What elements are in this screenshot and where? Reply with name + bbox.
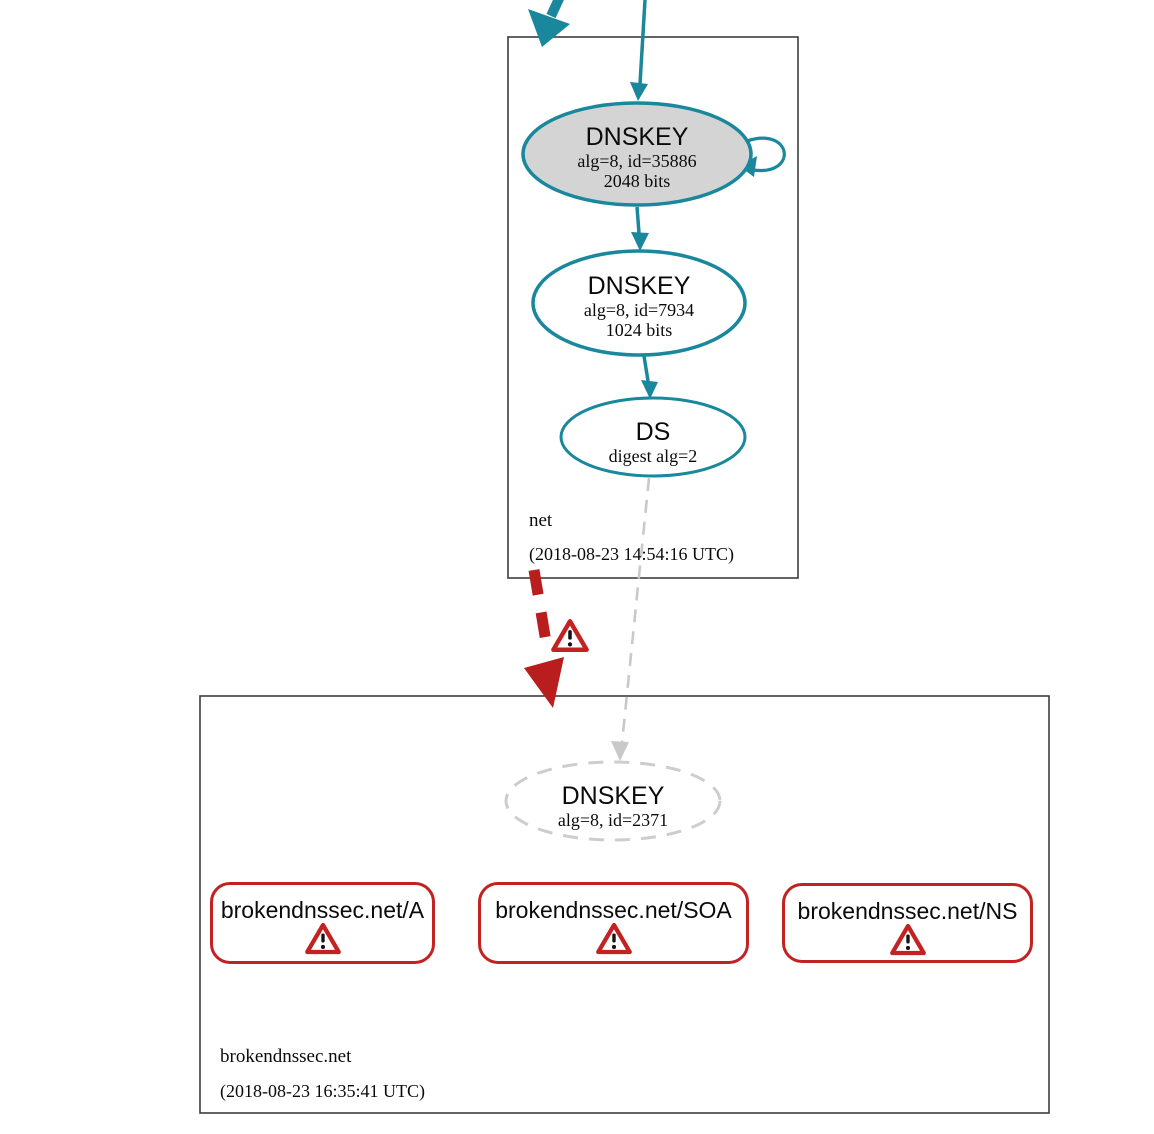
node-dnskey-zsk-text[interactable] (509, 273, 769, 340)
node-title: DNSKEY (585, 123, 689, 151)
node-detail2: 1024 bits (605, 320, 673, 340)
zone-timestamp-net: (2018-08-23 14:54:16 UTC) (529, 544, 734, 564)
node-title: DNSKEY (561, 782, 665, 810)
zone-label-brokendnssec: brokendnssec.net (220, 1046, 352, 1067)
zone-label-net: net (529, 510, 553, 531)
edge-ksk-zsk (637, 207, 639, 233)
zone-timestamp-brokendnssec: (2018-08-23 16:35:41 UTC) (220, 1081, 425, 1101)
node-dnskey-ksk-text[interactable] (507, 124, 767, 191)
rrset-label: brokendnssec.net/A (220, 897, 425, 923)
node-detail: alg=8, id=35886 (577, 151, 697, 171)
node-detail: digest alg=2 (608, 446, 698, 466)
node-dnskey-child-text[interactable] (503, 783, 723, 830)
warning-icon (890, 923, 926, 956)
rrset-box-ns[interactable] (782, 883, 1033, 963)
rrset-box-a[interactable] (210, 882, 435, 964)
node-detail: alg=8, id=7934 (583, 300, 695, 320)
node-title: DS (635, 418, 671, 446)
rrset-label: brokendnssec.net/SOA (495, 897, 732, 923)
rrset-label: brokendnssec.net/NS (797, 898, 1018, 924)
node-detail: alg=8, id=2371 (557, 810, 669, 830)
edge-parent-ds-thick (551, 0, 564, 16)
edge-bogus-delegation (534, 570, 547, 648)
node-title: DNSKEY (587, 272, 691, 300)
warning-icon (553, 621, 586, 650)
warning-icon (305, 922, 341, 955)
warning-icon (596, 922, 632, 955)
rrset-box-soa[interactable] (478, 882, 749, 964)
node-ds-text[interactable] (553, 419, 753, 466)
node-detail2: 2048 bits (603, 171, 671, 191)
